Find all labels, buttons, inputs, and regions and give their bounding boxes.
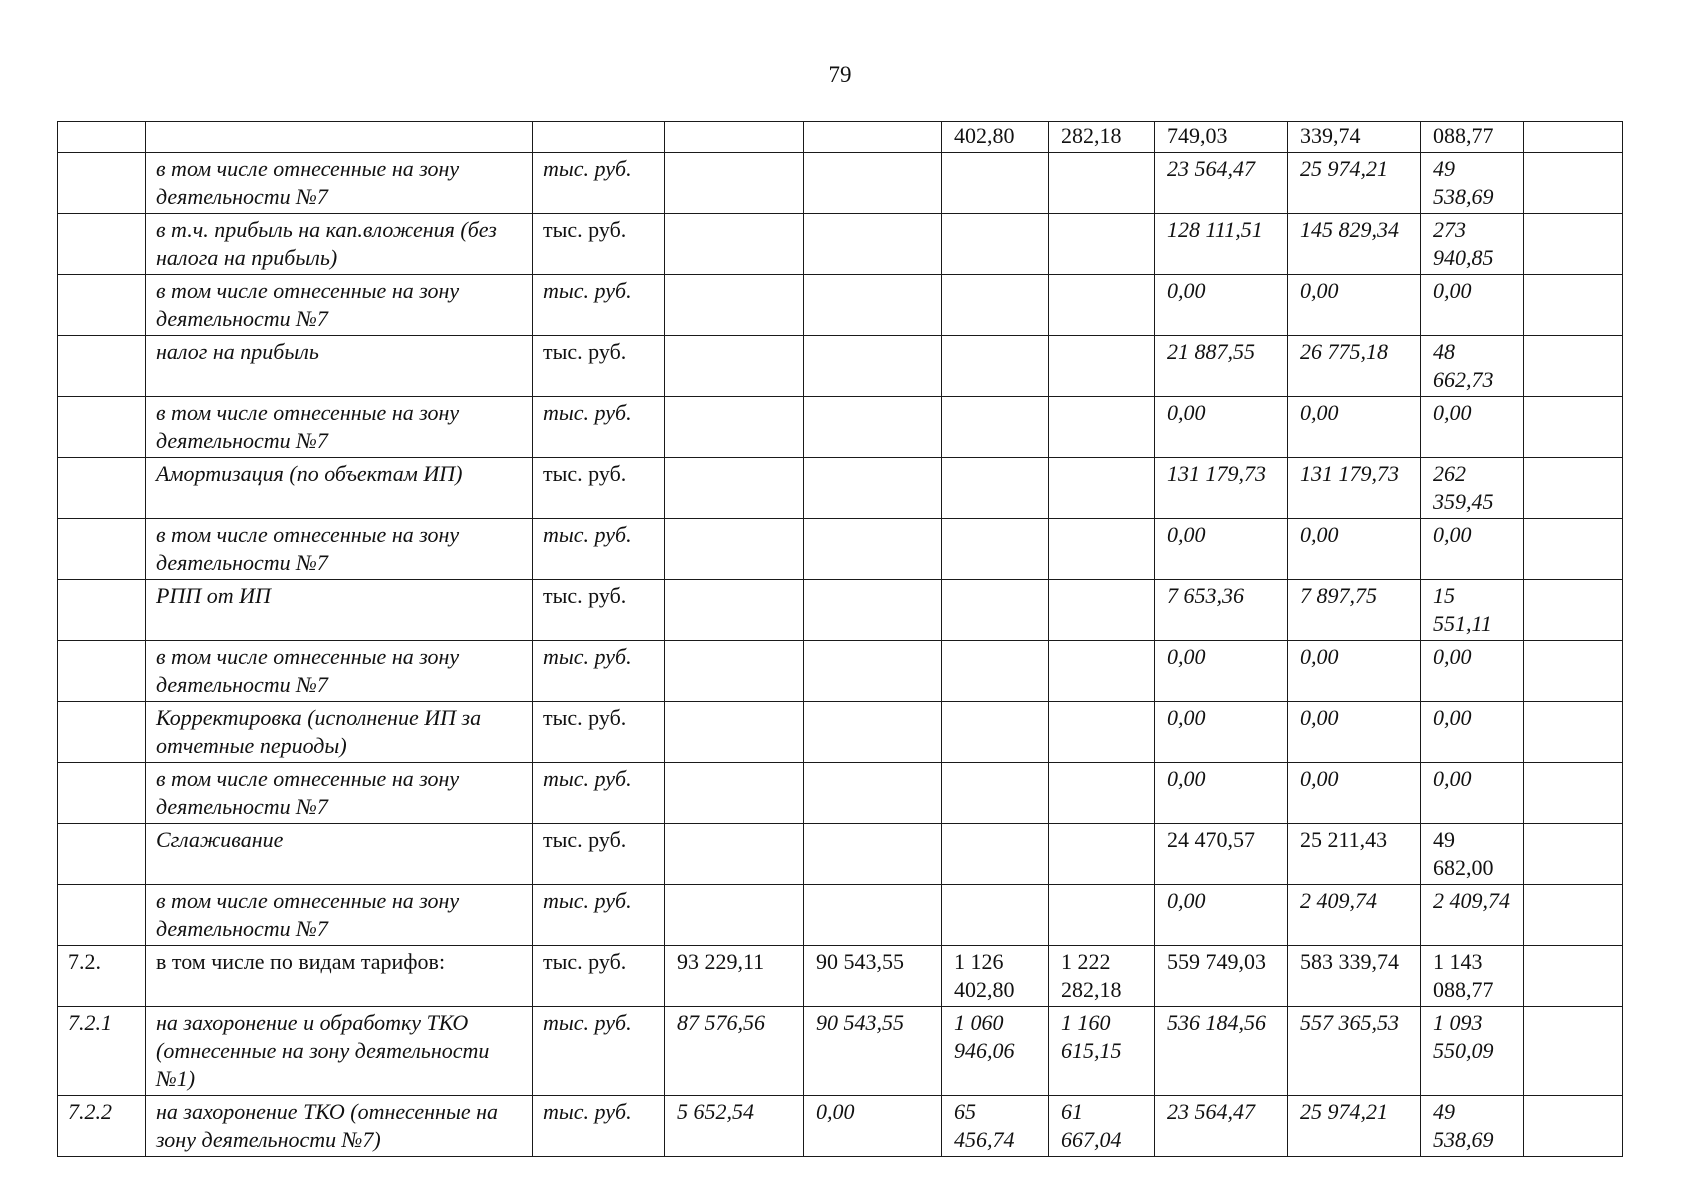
value-cell (1524, 519, 1623, 580)
value-cell: 088,77 (1421, 122, 1524, 153)
value-cell: 583 339,74 (1288, 946, 1421, 1007)
unit-cell: тыс. руб. (533, 275, 665, 336)
value-cell (804, 214, 942, 275)
value-cell: 0,00 (1155, 763, 1288, 824)
value-cell: 26 775,18 (1288, 336, 1421, 397)
unit-cell: тыс. руб. (533, 519, 665, 580)
value-cell (1049, 336, 1155, 397)
unit-cell: тыс. руб. (533, 763, 665, 824)
value-cell: 0,00 (1155, 275, 1288, 336)
unit-cell: тыс. руб. (533, 397, 665, 458)
value-cell (1524, 214, 1623, 275)
value-cell (1049, 458, 1155, 519)
table-row (58, 580, 1623, 641)
value-cell (1524, 122, 1623, 153)
value-cell (1524, 946, 1623, 1007)
row-label-cell: Сглаживание (146, 824, 533, 885)
value-cell (665, 458, 804, 519)
value-cell: 5 652,54 (665, 1096, 804, 1157)
value-cell (1049, 275, 1155, 336)
unit-cell: тыс. руб. (533, 824, 665, 885)
row-number-cell (58, 336, 146, 397)
row-number-cell (58, 153, 146, 214)
value-cell (942, 641, 1049, 702)
value-cell: 87 576,56 (665, 1007, 804, 1096)
row-number-cell (58, 885, 146, 946)
value-cell: 402,80 (942, 122, 1049, 153)
value-cell: 273 940,85 (1421, 214, 1524, 275)
unit-cell: тыс. руб. (533, 641, 665, 702)
row-label-cell: в т.ч. прибыль на кап.вложения (без налога на прибыль) (146, 214, 533, 275)
row-label-cell: налог на прибыль (146, 336, 533, 397)
unit-cell: тыс. руб. (533, 580, 665, 641)
value-cell: 749,03 (1155, 122, 1288, 153)
value-cell: 24 470,57 (1155, 824, 1288, 885)
value-cell (665, 397, 804, 458)
value-cell (804, 458, 942, 519)
row-label-cell: в том числе отнесенные на зону деятельности №7 (146, 397, 533, 458)
row-number-cell (58, 580, 146, 641)
value-cell (1049, 641, 1155, 702)
unit-cell: тыс. руб. (533, 214, 665, 275)
row-number-cell (58, 763, 146, 824)
table-row (58, 702, 1623, 763)
row-number-cell: 7.2.1 (58, 1007, 146, 1096)
value-cell: 1 143 088,77 (1421, 946, 1524, 1007)
value-cell (665, 824, 804, 885)
value-cell (1049, 153, 1155, 214)
value-cell: 23 564,47 (1155, 153, 1288, 214)
value-cell (665, 214, 804, 275)
value-cell: 0,00 (1421, 763, 1524, 824)
value-cell (804, 336, 942, 397)
value-cell (942, 153, 1049, 214)
value-cell: 0,00 (1421, 641, 1524, 702)
value-cell: 25 974,21 (1288, 1096, 1421, 1157)
value-cell (942, 580, 1049, 641)
row-number-cell (58, 824, 146, 885)
row-number-cell: 7.2.2 (58, 1096, 146, 1157)
value-cell: 0,00 (1288, 397, 1421, 458)
table-row (58, 885, 1623, 946)
value-cell: 0,00 (1421, 275, 1524, 336)
value-cell: 557 365,53 (1288, 1007, 1421, 1096)
table-row (58, 336, 1623, 397)
value-cell: 61 667,04 (1049, 1096, 1155, 1157)
value-cell (1049, 580, 1155, 641)
page-number: 79 (828, 62, 852, 87)
unit-cell: тыс. руб. (533, 336, 665, 397)
value-cell: 90 543,55 (804, 946, 942, 1007)
unit-cell (533, 122, 665, 153)
value-cell: 0,00 (1288, 641, 1421, 702)
value-cell: 559 749,03 (1155, 946, 1288, 1007)
value-cell (665, 702, 804, 763)
value-cell: 48 662,73 (1421, 336, 1524, 397)
value-cell: 15 551,11 (1421, 580, 1524, 641)
row-label-cell (146, 122, 533, 153)
value-cell: 65 456,74 (942, 1096, 1049, 1157)
row-number-cell (58, 519, 146, 580)
value-cell (942, 885, 1049, 946)
value-cell (942, 275, 1049, 336)
value-cell: 0,00 (1421, 397, 1524, 458)
value-cell (665, 519, 804, 580)
table-row (58, 641, 1623, 702)
value-cell (1524, 458, 1623, 519)
row-label-cell: на захоронение и обработку ТКО (отнесенные на зону деятельности №1) (146, 1007, 533, 1096)
row-number-cell (58, 214, 146, 275)
value-cell (665, 885, 804, 946)
row-label-cell: в том числе отнесенные на зону деятельности №7 (146, 641, 533, 702)
value-cell (1524, 641, 1623, 702)
value-cell (942, 763, 1049, 824)
table-row (58, 153, 1623, 214)
value-cell (942, 336, 1049, 397)
value-cell: 2 409,74 (1421, 885, 1524, 946)
row-label-cell: в том числе отнесенные на зону деятельности №7 (146, 519, 533, 580)
value-cell (942, 458, 1049, 519)
value-cell: 0,00 (1288, 275, 1421, 336)
value-cell: 339,74 (1288, 122, 1421, 153)
value-cell (665, 336, 804, 397)
row-number-cell (58, 275, 146, 336)
table-row (58, 397, 1623, 458)
value-cell (804, 702, 942, 763)
value-cell (1049, 885, 1155, 946)
row-number-cell (58, 458, 146, 519)
value-cell: 0,00 (1421, 702, 1524, 763)
value-cell: 7 653,36 (1155, 580, 1288, 641)
row-label-cell: в том числе отнесенные на зону деятельности №7 (146, 153, 533, 214)
value-cell: 131 179,73 (1155, 458, 1288, 519)
value-cell (1524, 1096, 1623, 1157)
value-cell (665, 275, 804, 336)
value-cell: 90 543,55 (804, 1007, 942, 1096)
value-cell (942, 824, 1049, 885)
tariff-table (57, 121, 1623, 1157)
value-cell (1049, 824, 1155, 885)
row-number-cell (58, 641, 146, 702)
value-cell (942, 702, 1049, 763)
value-cell (1524, 336, 1623, 397)
value-cell: 0,00 (1155, 519, 1288, 580)
row-number-cell (58, 702, 146, 763)
value-cell (804, 641, 942, 702)
value-cell (804, 580, 942, 641)
unit-cell: тыс. руб. (533, 458, 665, 519)
value-cell (1524, 580, 1623, 641)
value-cell: 0,00 (1288, 763, 1421, 824)
value-cell: 1 160 615,15 (1049, 1007, 1155, 1096)
unit-cell: тыс. руб. (533, 702, 665, 763)
table-row (58, 458, 1623, 519)
value-cell: 1 222 282,18 (1049, 946, 1155, 1007)
table-row (58, 763, 1623, 824)
value-cell (804, 763, 942, 824)
row-number-cell (58, 397, 146, 458)
unit-cell: тыс. руб. (533, 946, 665, 1007)
value-cell (1049, 519, 1155, 580)
value-cell: 23 564,47 (1155, 1096, 1288, 1157)
value-cell (804, 275, 942, 336)
value-cell (665, 763, 804, 824)
value-cell (804, 122, 942, 153)
value-cell (942, 519, 1049, 580)
value-cell: 0,00 (1421, 519, 1524, 580)
value-cell (1049, 214, 1155, 275)
value-cell (1524, 275, 1623, 336)
value-cell: 282,18 (1049, 122, 1155, 153)
row-label-cell: на захоронение ТКО (отнесенные на зону деятельности №7) (146, 1096, 533, 1157)
value-cell: 1 060 946,06 (942, 1007, 1049, 1096)
value-cell: 131 179,73 (1288, 458, 1421, 519)
value-cell: 1 126 402,80 (942, 946, 1049, 1007)
value-cell: 145 829,34 (1288, 214, 1421, 275)
value-cell (1524, 885, 1623, 946)
value-cell (804, 885, 942, 946)
table-row (58, 122, 1623, 153)
value-cell: 536 184,56 (1155, 1007, 1288, 1096)
value-cell (665, 122, 804, 153)
value-cell: 49 538,69 (1421, 1096, 1524, 1157)
value-cell (804, 397, 942, 458)
row-label-cell: Корректировка (исполнение ИП за отчетные периоды) (146, 702, 533, 763)
value-cell (1049, 397, 1155, 458)
value-cell (1049, 763, 1155, 824)
row-number-cell (58, 122, 146, 153)
value-cell (665, 641, 804, 702)
value-cell: 0,00 (1155, 397, 1288, 458)
value-cell (1049, 702, 1155, 763)
table-row (58, 946, 1623, 1007)
value-cell (1524, 153, 1623, 214)
row-number-cell: 7.2. (58, 946, 146, 1007)
unit-cell: тыс. руб. (533, 153, 665, 214)
value-cell: 49 538,69 (1421, 153, 1524, 214)
value-cell: 25 211,43 (1288, 824, 1421, 885)
unit-cell: тыс. руб. (533, 885, 665, 946)
unit-cell: тыс. руб. (533, 1096, 665, 1157)
table-row (58, 275, 1623, 336)
value-cell: 128 111,51 (1155, 214, 1288, 275)
value-cell: 93 229,11 (665, 946, 804, 1007)
value-cell (1524, 1007, 1623, 1096)
value-cell: 25 974,21 (1288, 153, 1421, 214)
table-row (58, 1096, 1623, 1157)
value-cell (804, 153, 942, 214)
value-cell (665, 153, 804, 214)
value-cell: 0,00 (1155, 702, 1288, 763)
row-label-cell: в том числе отнесенные на зону деятельности №7 (146, 885, 533, 946)
value-cell (665, 580, 804, 641)
row-label-cell: РПП от ИП (146, 580, 533, 641)
value-cell: 21 887,55 (1155, 336, 1288, 397)
value-cell (1524, 824, 1623, 885)
row-label-cell: в том числе по видам тарифов: (146, 946, 533, 1007)
value-cell (804, 824, 942, 885)
value-cell: 2 409,74 (1288, 885, 1421, 946)
value-cell: 0,00 (1288, 702, 1421, 763)
table-row (58, 824, 1623, 885)
table-row (58, 214, 1623, 275)
value-cell: 1 093 550,09 (1421, 1007, 1524, 1096)
value-cell (1524, 397, 1623, 458)
row-label-cell: в том числе отнесенные на зону деятельности №7 (146, 275, 533, 336)
value-cell (804, 519, 942, 580)
value-cell: 0,00 (804, 1096, 942, 1157)
table-row (58, 519, 1623, 580)
value-cell: 49 682,00 (1421, 824, 1524, 885)
unit-cell: тыс. руб. (533, 1007, 665, 1096)
row-label-cell: Амортизация (по объектам ИП) (146, 458, 533, 519)
value-cell: 262 359,45 (1421, 458, 1524, 519)
value-cell: 0,00 (1155, 641, 1288, 702)
value-cell (942, 397, 1049, 458)
value-cell: 0,00 (1288, 519, 1421, 580)
table-row (58, 1007, 1623, 1096)
value-cell (942, 214, 1049, 275)
row-label-cell: в том числе отнесенные на зону деятельности №7 (146, 763, 533, 824)
value-cell (1524, 763, 1623, 824)
value-cell: 0,00 (1155, 885, 1288, 946)
value-cell (1524, 702, 1623, 763)
value-cell: 7 897,75 (1288, 580, 1421, 641)
